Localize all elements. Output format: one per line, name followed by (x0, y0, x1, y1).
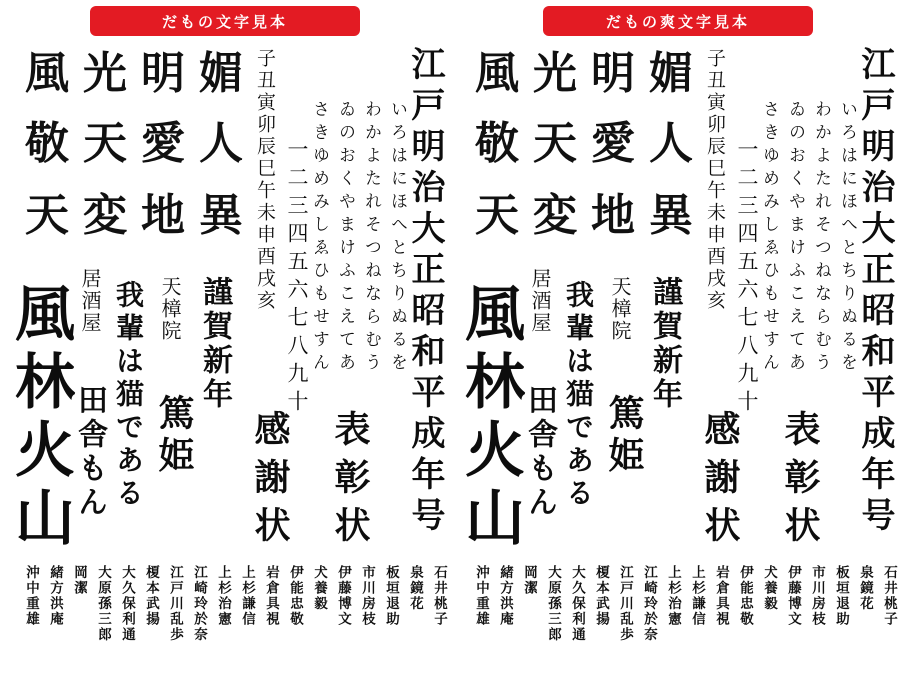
sample-char: 敬 (475, 118, 519, 169)
person-name: 岩倉具視 (263, 565, 279, 627)
sample-kinga: 謹賀新年 (647, 276, 682, 412)
sample-row-1 (18, 48, 250, 99)
sample-char: 人 (649, 118, 693, 169)
person-name: 伊藤博文 (335, 565, 351, 627)
person-name: 岡潔 (521, 565, 537, 596)
person-name: 江崎玲於奈 (191, 565, 207, 643)
person-name: 伊藤博文 (785, 565, 801, 627)
person-name: 石井桃子 (431, 565, 447, 627)
person-name: 榎本武揚 (143, 565, 159, 627)
person-name: 大原孫三郎 (545, 565, 561, 643)
person-name: 大原孫三郎 (95, 565, 111, 643)
person-name: 緒方洪庵 (497, 565, 513, 627)
sample-char: 風 (25, 48, 69, 99)
person-name: 石井桃子 (881, 565, 897, 627)
sample-kana-1: いろはにほへとちりぬるを (387, 100, 407, 376)
sample-row-3 (468, 190, 700, 241)
sample-char: 媚 (649, 48, 693, 99)
sample-char: 天 (533, 118, 577, 169)
person-name: 江戸川乱歩 (617, 565, 633, 643)
sample-izakaya: 居酒屋 (528, 268, 552, 334)
person-name: 江戸川乱歩 (167, 565, 183, 643)
person-name: 泉鏡花 (857, 565, 873, 612)
sample-kana-1: いろはにほへとちりぬるを (837, 100, 857, 376)
sample-char: 明 (591, 48, 635, 99)
sample-era: 江戸明治大正昭和平成年号 (855, 46, 895, 538)
sample-char: 愛 (141, 118, 185, 169)
panel-title-badge: だもの文字見本 (90, 6, 360, 36)
sample-kana-3: ゐのおくやまけふこえてあ (335, 100, 355, 376)
person-name: 上杉謙信 (239, 565, 255, 627)
person-name: 伊能忠敬 (737, 565, 753, 627)
sample-era: 江戸明治大正昭和平成年号 (405, 46, 445, 538)
sample-wagahai: 我輩は猫である (112, 280, 145, 511)
sample-char: 天 (475, 190, 519, 241)
sample-wagahai: 我輩は猫である (562, 280, 595, 511)
sample-izakaya: 居酒屋 (78, 268, 102, 334)
font-sample-panel-right (450, 0, 900, 679)
person-name: 沖中重雄 (473, 565, 489, 627)
sample-numerals: 一二三四五六七八九十 (285, 138, 309, 418)
sample-char: 異 (649, 190, 693, 241)
sample-hyoshojo: 表彰状 (329, 410, 371, 554)
sample-char: 異 (199, 190, 243, 241)
person-name: 沖中重雄 (23, 565, 39, 627)
sample-kanshajo: 感謝状 (249, 410, 291, 554)
sample-row-1 (468, 48, 700, 99)
sample-inaka: 田舎もん (72, 384, 107, 520)
person-name: 江崎玲於奈 (641, 565, 657, 643)
sample-hyoshojo: 表彰状 (779, 410, 821, 554)
sample-atsuhime: 篤姫 (603, 394, 645, 478)
sample-char: 地 (591, 190, 635, 241)
person-names-list (464, 565, 896, 643)
sample-kanshajo: 感謝状 (699, 410, 741, 554)
person-name: 岩倉具視 (713, 565, 729, 627)
sample-inaka: 田舎もん (522, 384, 557, 520)
sample-char: 光 (83, 48, 127, 99)
sample-char: 天 (83, 118, 127, 169)
sample-char: 地 (141, 190, 185, 241)
person-name: 犬養毅 (311, 565, 327, 612)
person-name: 上杉治憲 (215, 565, 231, 627)
person-name: 泉鏡花 (407, 565, 423, 612)
sample-kana-4: さきゆめみしゑひもせすん (309, 100, 329, 376)
person-name: 上杉治憲 (665, 565, 681, 627)
sample-char: 変 (83, 190, 127, 241)
sample-row-3 (18, 190, 250, 241)
sample-row-2 (468, 118, 700, 169)
person-name: 市川房枝 (809, 565, 825, 627)
person-name: 上杉謙信 (689, 565, 705, 627)
person-name: 犬養毅 (761, 565, 777, 612)
person-name: 伊能忠敬 (287, 565, 303, 627)
person-name: 大久保利通 (569, 565, 585, 643)
sample-kana-4: さきゆめみしゑひもせすん (759, 100, 779, 376)
person-name: 岡潔 (71, 565, 87, 596)
sample-char: 媚 (199, 48, 243, 99)
person-name: 緒方洪庵 (47, 565, 63, 627)
sample-char: 風 (475, 48, 519, 99)
sample-char: 光 (533, 48, 577, 99)
sample-numerals: 一二三四五六七八九十 (735, 138, 759, 418)
sample-atsuhime: 篤姫 (153, 394, 195, 478)
sample-char: 明 (141, 48, 185, 99)
sample-furinkazan: 風林火山 (5, 282, 75, 554)
person-name: 板垣退助 (383, 565, 399, 627)
panel-title-badge: だもの爽文字見本 (543, 6, 813, 36)
sample-kana-3: ゐのおくやまけふこえてあ (785, 100, 805, 376)
sample-tenshoin: 天樟院 (608, 276, 632, 342)
person-name: 大久保利通 (119, 565, 135, 643)
sample-zodiac: 子丑寅卯辰巳午未申酉戌亥 (254, 48, 276, 312)
person-name: 市川房枝 (359, 565, 375, 627)
person-name: 板垣退助 (833, 565, 849, 627)
sample-char: 天 (25, 190, 69, 241)
sample-row-2 (18, 118, 250, 169)
sample-kana-2: わかよたれそつねならむう (811, 100, 831, 376)
sample-zodiac: 子丑寅卯辰巳午未申酉戌亥 (704, 48, 726, 312)
sample-kana-2: わかよたれそつねならむう (361, 100, 381, 376)
sample-char: 人 (199, 118, 243, 169)
person-names-list (14, 565, 446, 643)
sample-furinkazan: 風林火山 (455, 282, 525, 554)
sample-char: 敬 (25, 118, 69, 169)
sample-kinga: 謹賀新年 (197, 276, 232, 412)
person-name: 榎本武揚 (593, 565, 609, 627)
sample-tenshoin: 天樟院 (158, 276, 182, 342)
sample-char: 愛 (591, 118, 635, 169)
sample-char: 変 (533, 190, 577, 241)
